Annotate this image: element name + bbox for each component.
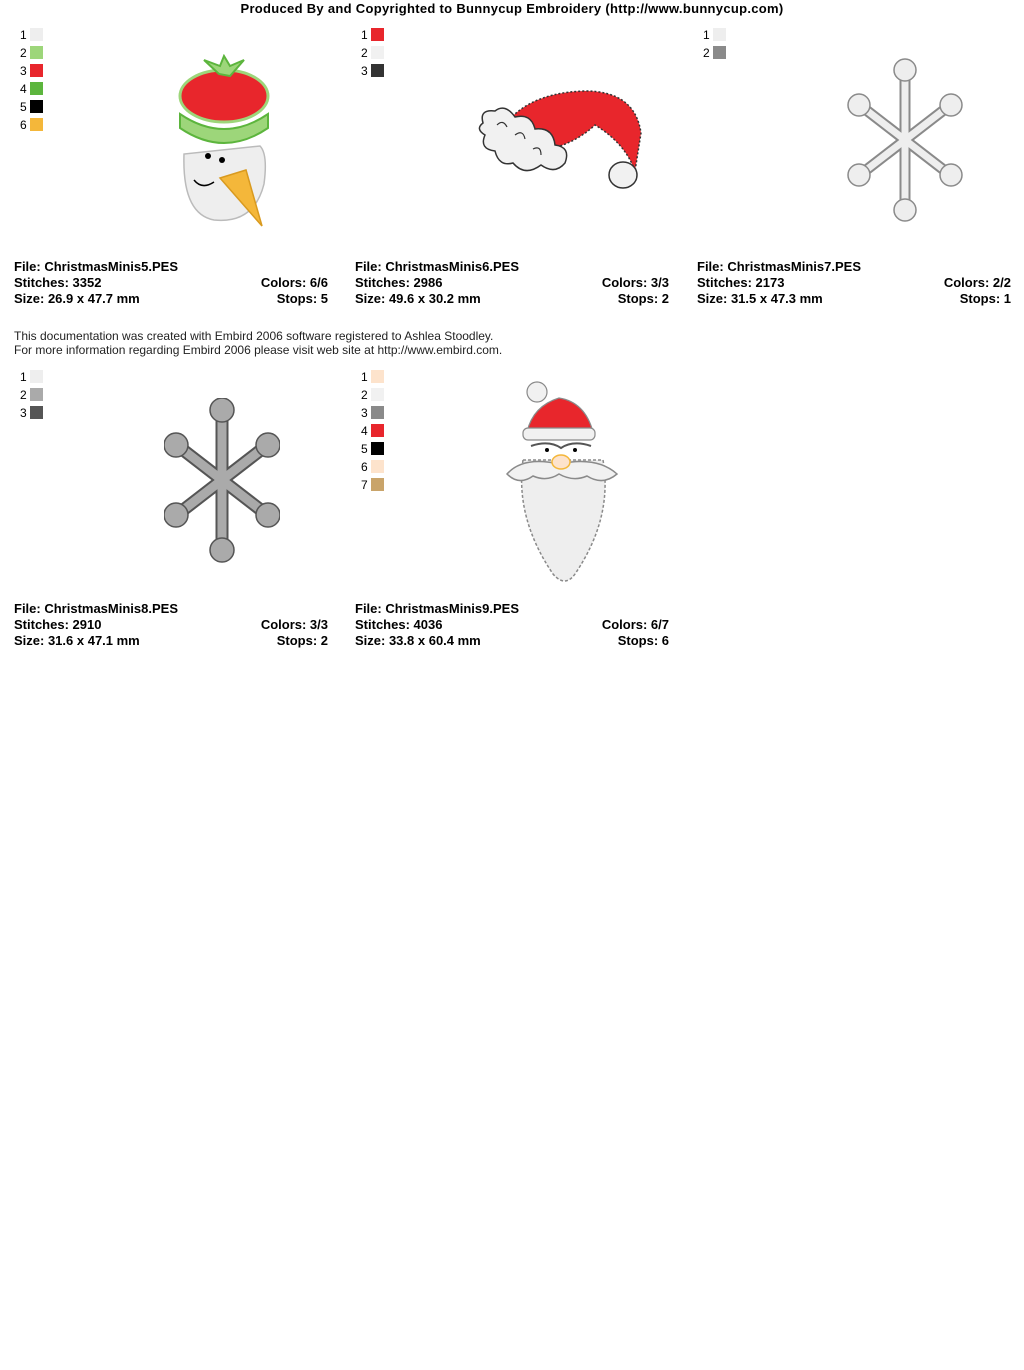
swatch-number: 2	[20, 46, 27, 60]
swatch-number: 5	[361, 442, 368, 456]
stitch-count: Stitches: 3352	[14, 275, 102, 290]
stitch-count: Stitches: 2173	[697, 275, 785, 290]
file-name: File: ChristmasMinis8.PES	[14, 601, 178, 616]
design-info	[355, 259, 669, 307]
swatch-number: 1	[703, 28, 710, 42]
swatch-number: 3	[361, 406, 368, 420]
swatch-row	[20, 28, 60, 46]
note-line: This documentation was created with Embird 2006 software registered to Ashlea Stoodley.	[14, 329, 494, 343]
swatch-row	[361, 64, 401, 82]
swatch-row	[361, 388, 401, 406]
swatch-number: 3	[20, 406, 27, 420]
swatch-color	[371, 442, 384, 455]
swatch-color	[371, 28, 384, 41]
swatch-color	[371, 370, 384, 383]
color-swatch-list	[361, 28, 401, 82]
swatch-color	[30, 406, 43, 419]
swatch-color	[371, 64, 384, 77]
page-header: Produced By and Copyrighted to Bunnycup Embroidery (http://www.bunnycup.com)	[240, 1, 784, 16]
file-name: File: ChristmasMinis5.PES	[14, 259, 178, 274]
swatch-row	[361, 442, 401, 460]
file-name: File: ChristmasMinis9.PES	[355, 601, 519, 616]
swatch-row	[361, 478, 401, 496]
swatch-row	[361, 370, 401, 388]
swatch-color	[30, 100, 43, 113]
color-swatch-list	[361, 370, 401, 496]
swatch-number: 1	[20, 28, 27, 42]
gray-snowflake-embroidery-image	[164, 398, 280, 563]
color-count: Colors: 2/2	[943, 275, 1011, 290]
swatch-number: 2	[361, 46, 368, 60]
design-card	[355, 370, 675, 660]
stop-count: Stops: 2	[617, 291, 669, 306]
swatch-row	[361, 406, 401, 424]
stop-count: Stops: 6	[617, 633, 669, 648]
swatch-color	[713, 46, 726, 59]
swatch-row	[703, 46, 743, 64]
stop-count: Stops: 1	[959, 291, 1011, 306]
stitch-count: Stitches: 2986	[355, 275, 443, 290]
swatch-row	[361, 460, 401, 478]
swatch-number: 6	[20, 118, 27, 132]
design-card	[697, 28, 1017, 318]
swatch-number: 3	[20, 64, 27, 78]
swatch-number: 1	[361, 370, 368, 384]
swatch-number: 6	[361, 460, 368, 474]
color-count: Colors: 6/7	[601, 617, 669, 632]
design-size: Size: 33.8 x 60.4 mm	[355, 633, 481, 648]
swatch-number: 2	[703, 46, 710, 60]
swatch-color	[713, 28, 726, 41]
file-name: File: ChristmasMinis6.PES	[355, 259, 519, 274]
color-swatch-list	[20, 370, 60, 424]
swatch-row	[20, 370, 60, 388]
santa-hat-embroidery-image	[475, 83, 655, 198]
swatch-color	[371, 424, 384, 437]
swatch-row	[20, 118, 60, 136]
swatch-row	[361, 424, 401, 442]
color-count: Colors: 3/3	[601, 275, 669, 290]
swatch-number: 3	[361, 64, 368, 78]
swatch-row	[20, 82, 60, 100]
color-count: Colors: 3/3	[260, 617, 328, 632]
design-info	[697, 259, 1011, 307]
note-line: For more information regarding Embird 2006 please visit web site at http://www.embird.com.	[14, 343, 503, 357]
design-info	[14, 259, 328, 307]
swatch-row	[20, 100, 60, 118]
swatch-row	[361, 46, 401, 64]
color-swatch-list	[703, 28, 743, 64]
design-size: Size: 49.6 x 30.2 mm	[355, 291, 481, 306]
swatch-color	[30, 370, 43, 383]
swatch-color	[371, 46, 384, 59]
light-snowflake-embroidery-image	[847, 58, 963, 223]
swatch-color	[371, 460, 384, 473]
stop-count: Stops: 2	[276, 633, 328, 648]
swatch-color	[371, 388, 384, 401]
design-card	[14, 28, 334, 318]
swatch-number: 4	[361, 424, 368, 438]
design-card	[355, 28, 675, 318]
snowman-head-embroidery-image	[164, 54, 284, 254]
design-info	[355, 601, 669, 649]
swatch-number: 4	[20, 82, 27, 96]
design-size: Size: 26.9 x 47.7 mm	[14, 291, 140, 306]
stitch-count: Stitches: 2910	[14, 617, 102, 632]
swatch-color	[30, 82, 43, 95]
swatch-color	[30, 64, 43, 77]
color-swatch-list	[20, 28, 60, 136]
swatch-color	[30, 28, 43, 41]
swatch-row	[20, 406, 60, 424]
swatch-color	[30, 46, 43, 59]
swatch-color	[371, 406, 384, 419]
swatch-number: 5	[20, 100, 27, 114]
swatch-number: 1	[20, 370, 27, 384]
santa-face-embroidery-image	[503, 378, 623, 588]
file-name: File: ChristmasMinis7.PES	[697, 259, 861, 274]
swatch-color	[371, 478, 384, 491]
swatch-number: 7	[361, 478, 368, 492]
swatch-number: 2	[361, 388, 368, 402]
swatch-number: 2	[20, 388, 27, 402]
embird-note	[14, 329, 502, 357]
design-size: Size: 31.5 x 47.3 mm	[697, 291, 823, 306]
swatch-color	[30, 388, 43, 401]
swatch-row	[20, 388, 60, 406]
swatch-number: 1	[361, 28, 368, 42]
stitch-count: Stitches: 4036	[355, 617, 443, 632]
design-info	[14, 601, 328, 649]
stop-count: Stops: 5	[276, 291, 328, 306]
swatch-row	[361, 28, 401, 46]
color-count: Colors: 6/6	[260, 275, 328, 290]
swatch-row	[703, 28, 743, 46]
swatch-row	[20, 46, 60, 64]
swatch-row	[20, 64, 60, 82]
design-card	[14, 370, 334, 660]
design-size: Size: 31.6 x 47.1 mm	[14, 633, 140, 648]
swatch-color	[30, 118, 43, 131]
